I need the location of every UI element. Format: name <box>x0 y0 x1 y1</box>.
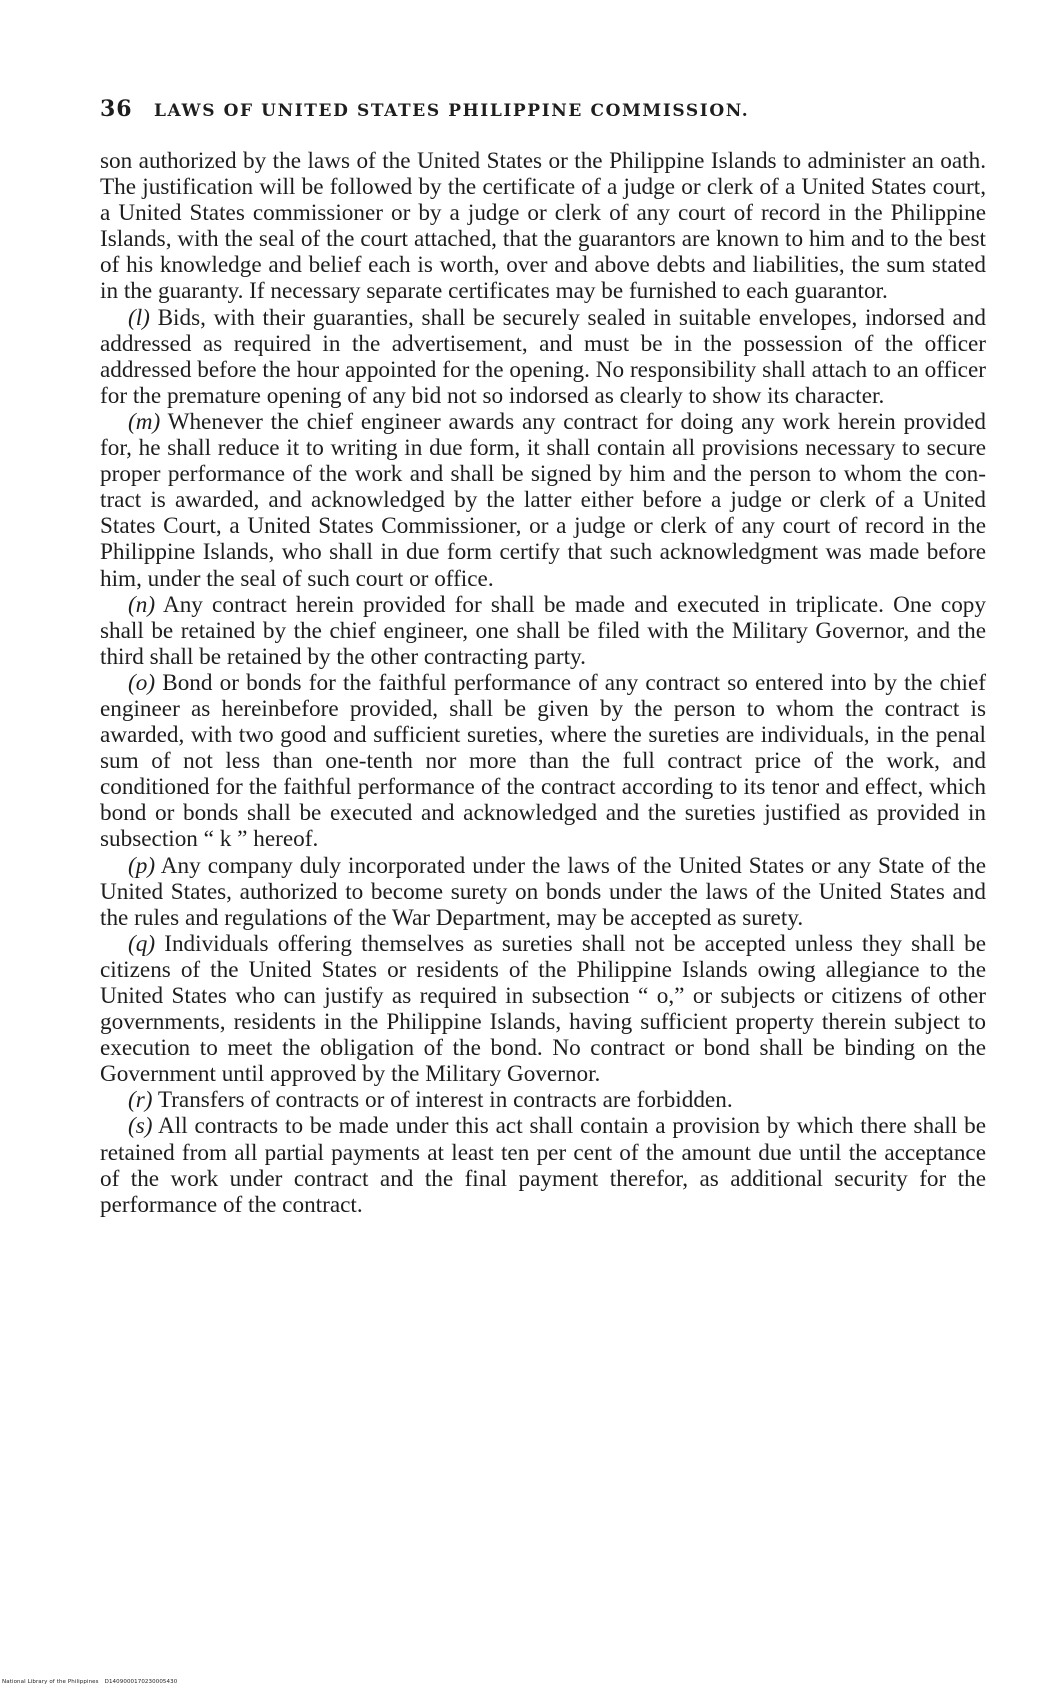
subsection-label: (p) <box>128 852 156 879</box>
paragraph-l <box>100 305 986 409</box>
paragraph-continuation <box>100 148 986 305</box>
paragraph-text: Whenever the chief engineer awards any contract for doing any work herein provided for, he shall reduce it to writing in due form, it shall contain all provisions necessary to secure proper performance of the work and shall be signed by him and the person to whom the contract is awarded, and acknowledged by the latter either before a judge or clerk of a United States Court, a United States Commissioner, or a judge or clerk of any court of record in the Philippine Islands, who shall in due form certify that such acknowledgment was made before him, under the seal of such court or office. <box>100 408 986 592</box>
scan-footer <box>2 1679 177 1685</box>
running-title: LAWS OF UNITED STATES PHILIPPINE COMMISSION. <box>154 101 750 121</box>
library-credit: National Library of the Philippines <box>2 1679 99 1685</box>
paragraph-o <box>100 670 986 853</box>
subsection-label: (m) <box>128 408 161 435</box>
paragraph-p <box>100 853 986 931</box>
subsection-label: (r) <box>128 1087 153 1114</box>
paragraph-text: son authorized by the laws of the United States or the Philippine Islands to administer an oath. The justification will be followed by the certificate of a judge or clerk of a United States court, a United States commissioner or by a judge or clerk of any court of record in the Philippine Islands, with the seal of the court attached, that the guarantors are known to him and to the best of his knowledge and belief each is worth, over and above debts and liabilities, the sum stated in the guaranty. If necessary separate certificates may be furnished to each guarantor. <box>100 148 986 305</box>
subsection-label: (q) <box>128 930 156 957</box>
body-text <box>100 148 986 1218</box>
subsection-label: (l) <box>128 304 150 331</box>
paragraph-text: Transfers of contracts or of interest in contracts are forbidden. <box>152 1087 733 1114</box>
paragraph-r <box>100 1087 986 1113</box>
subsection-label: (s) <box>128 1113 153 1140</box>
page-header <box>100 96 986 130</box>
paragraph-text: Bond or bonds for the faithful performance of any contract so entered into by the chief engineer as hereinbefore provided, shall be given by the person to whom the contract is awarded, with two good and sufficient sureties, where the sureties are individuals, in the penal sum of not less than one-tenth nor more than the full contract price of the work, and conditioned for the faithful performance of the contract according to its tenor and effect, which bond or bonds shall be executed and acknowledged and the sureties justified as provided in subsection “ k ” hereof. <box>100 669 986 853</box>
paragraph-text: Any contract herein provided for shall be made and executed in triplicate. One copy shall be retained by the chief engineer, one shall be filed with the Military Governor, and the third shall be retained by the other contracting party. <box>100 591 986 670</box>
paragraph-s <box>100 1113 986 1217</box>
paragraph-q <box>100 931 986 1088</box>
paragraph-n <box>100 592 986 670</box>
paragraph-m <box>100 409 986 592</box>
paragraph-text: Bids, with their guaranties, shall be securely sealed in suitable envelopes, indorsed and addressed as required in the advertisement, and must be in the possession of the officer addressed before the hour appointed for the opening. No responsibility shall attach to an officer for the premature opening of any bid not so indorsed as clearly to show its character. <box>100 304 986 409</box>
scan-code: D1409000170230005430 <box>104 1679 178 1685</box>
subsection-label: (o) <box>128 669 156 696</box>
subsection-label: (n) <box>128 591 156 618</box>
page-number: 36 <box>100 96 133 122</box>
document-page <box>100 96 986 1218</box>
paragraph-text: Individuals offering themselves as sureties shall not be accepted unless they shall be citizens of the United States or residents of the Philippine Islands owing allegiance to the United States who can justify as required in subsection “ o,” or subjects or citizens of other governments, residents in the Philippine Islands, having sufficient property therein subject to execution to meet the obligation of the bond. No contract or bond shall be binding on the Government until approved by the Military Governor. <box>100 930 986 1088</box>
paragraph-text: All contracts to be made under this act shall contain a provision by which there shall be retained from all partial payments at least ten per cent of the amount due until the acceptance of the work under contract and the final payment therefor, as additional security for the performance of the contract. <box>100 1113 986 1218</box>
paragraph-text: Any company duly incorporated under the laws of the United States or any State of the United States, authorized to become surety on bonds under the laws of the United States and the rules and regulations of the War Department, may be accepted as surety. <box>100 852 986 931</box>
